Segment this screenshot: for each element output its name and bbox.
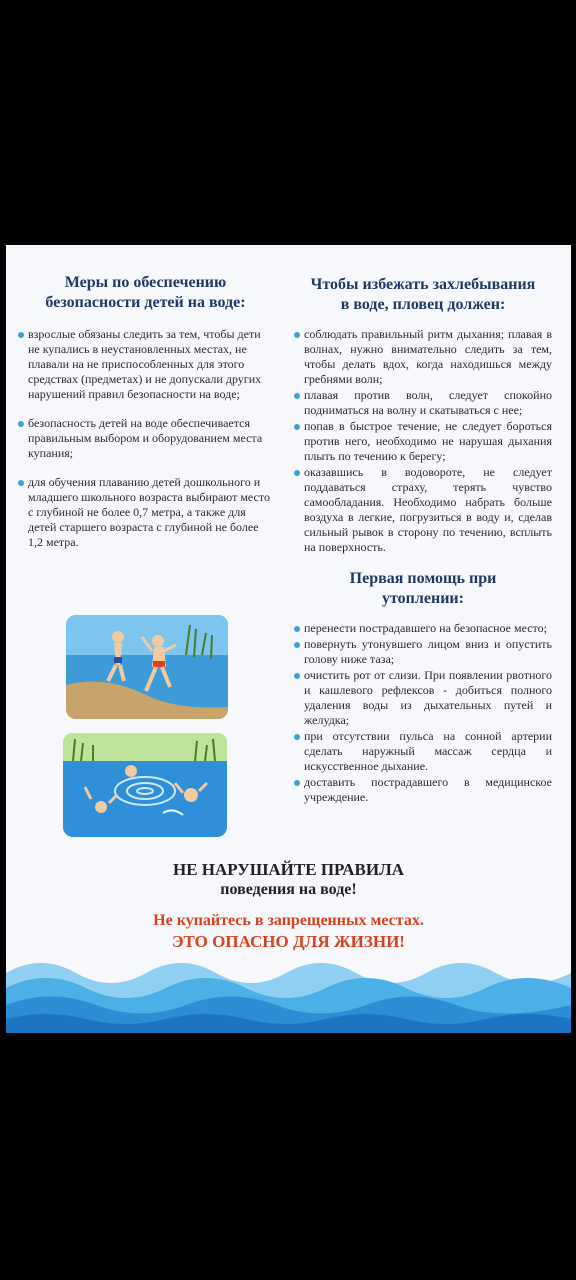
right-column	[294, 275, 552, 806]
warning-line2: поведения на воде!	[220, 881, 357, 898]
left-column	[18, 273, 273, 564]
list-item: оказавшись в водовороте, не следует поддаваться страху, терять чувство самообладания. Необходимо набрать больше воздуха в легкие, погрузиться в воду и, сделав сильный рывок в сторону по течению, всплыть на поверхность.	[294, 465, 552, 555]
bullet-icon	[294, 673, 300, 679]
bullet-icon	[294, 780, 300, 786]
list-item: при отсутствии пульса на сонной артерии сделать наружный массаж сердца и искусственное дыхание.	[294, 729, 552, 774]
list-item: плавая против волн, следует спокойно подниматься на волну и скатываться с нее;	[294, 388, 552, 418]
shore-drawing	[66, 615, 228, 719]
list-item: повернуть утонувшего лицом вниз и опустить голову ниже таза;	[294, 637, 552, 667]
right-title-line1: Чтобы избежать захлебывания	[310, 276, 536, 293]
leaflet-page	[6, 245, 571, 1033]
list-item: очистить рот от слизи. При появлении рвотного и кашлевого рефлексов - добиться полного удаления воды из дыхательных путей и желудка;	[294, 668, 552, 728]
bullet-icon	[294, 626, 300, 632]
bullet-icon	[294, 424, 300, 430]
bullet-icon	[18, 421, 24, 427]
bullet-icon	[18, 332, 24, 338]
bullet-icon	[294, 332, 300, 338]
illustration-whirlpool	[63, 733, 227, 837]
bullet-icon	[294, 393, 300, 399]
right-title-line2: в воде, пловец должен:	[340, 296, 506, 313]
warning-line1: НЕ НАРУШАЙТЕ ПРАВИЛА	[172, 860, 405, 879]
first-aid-title-line2: утоплении:	[382, 590, 464, 607]
bullet-icon	[294, 734, 300, 740]
bullet-icon	[294, 642, 300, 648]
warning-line3: Не купайтесь в запрещенных местах.	[153, 912, 424, 929]
left-list	[18, 327, 273, 550]
first-aid-list	[294, 621, 552, 805]
list-item: безопасность детей на воде обеспечивается правильным выбором и оборудованием места купания;	[18, 416, 273, 461]
waves-decoration	[6, 933, 571, 1033]
bullet-icon	[294, 470, 300, 476]
list-item: взрослые обязаны следить за тем, чтобы дети не купались в неустановленных местах, не плавали на не приспособленных для этого средствах (предметах) и не допускали других нарушений правил безопасности на воде;	[18, 327, 273, 402]
first-aid-title	[294, 569, 552, 609]
right-list	[294, 327, 552, 555]
first-aid-title-line1: Первая помощь при	[349, 570, 497, 587]
list-item: перенести пострадавшего на безопасное место;	[294, 621, 552, 636]
illustration-shore	[66, 615, 228, 719]
warning-line4: ЭТО ОПАСНО ДЛЯ ЖИЗНИ!	[172, 932, 405, 951]
list-item: попав в быстрое течение, не следует бороться против него, необходимо не нарушая дыхания плыть по течению к берегу;	[294, 419, 552, 464]
whirlpool-drawing	[63, 733, 227, 837]
bullet-icon	[18, 480, 24, 486]
list-item: соблюдать правильный ритм дыхания; плавая в волнах, нужно внимательно следить за тем, чтобы делать вдох, когда находишься между гребнями волн;	[294, 327, 552, 387]
list-item: для обучения плаванию детей дошкольного и младшего школьного возраста выбирают место с глубиной не более 0,7 метра, а также для детей старшего возраста с глубиной не более 1,2 метра.	[18, 475, 273, 550]
left-title-line2: безопасности детей на воде:	[45, 294, 246, 311]
list-item: доставить пострадавшего в медицинское учреждение.	[294, 775, 552, 805]
left-title-line1: Меры по обеспечению	[64, 274, 227, 291]
right-title	[294, 275, 552, 315]
left-title	[18, 273, 273, 313]
